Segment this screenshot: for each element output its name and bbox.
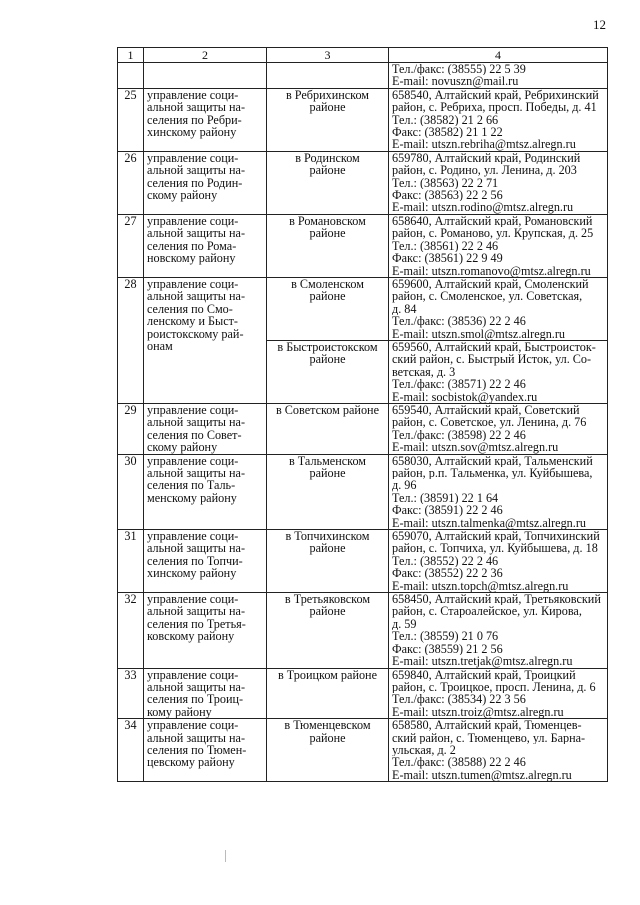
address-line: 658030, Алтайский край, Тальменский [392,454,593,467]
address-line: Тел./факс: (38571) 22 2 46 [392,378,526,391]
district-cell [267,214,389,277]
address-cell [389,593,608,668]
org-name-line: альной защиты на- [147,541,246,556]
district-line: в Троицком районе [278,667,377,682]
address-line: ветская, д. 3 [392,365,456,379]
address-line: район, с. Троицкое, просп. Ленина, д. 6 [392,680,596,694]
address-line: Тел./факс: (38555) 22 5 39 [392,63,526,76]
header-col-4: 4 [389,48,608,63]
table-row [118,530,608,593]
address-cell [389,214,608,277]
address-cell [389,530,608,593]
district-line: районе [309,541,346,556]
org-name-line: управление соци- [147,276,239,291]
org-name-line: ленскому и Быст- [147,314,238,329]
address-line: Тел.: (38559) 21 0 76 [392,630,499,643]
row-number-cell: 29 [118,403,144,454]
row-number-cell: 26 [118,151,144,214]
district-line: в Смоленском [291,276,364,291]
row-number-cell: 28 [118,277,144,403]
org-name-cell [144,454,267,529]
district-line: в Родинском [295,150,360,165]
org-name-line: селения по Смо- [147,301,233,316]
district-line: районе [309,730,346,745]
address-line: Факс: (38563) 22 2 56 [392,189,503,202]
address-line: район, р.п. Тальменка, ул. Куйбышева, [392,467,593,480]
address-line: Факс: (38591) 22 2 46 [392,504,503,517]
table-row [118,277,608,340]
header-col-3: 3 [267,48,389,63]
address-line: район, с. Смоленское, ул. Советская, [392,290,583,303]
address-cell [389,277,608,340]
address-cell [389,454,608,529]
address-line: ский район, с. Быстрый Исток, ул. Со- [392,353,592,366]
org-name-cell [144,88,267,151]
org-name-line: скому району [147,440,218,455]
table-row [118,151,608,214]
address-line: д. 84 [392,302,417,316]
org-name-line: селения по Родин- [147,175,243,190]
org-name-cell [144,277,267,403]
table-row-continuation [118,63,608,89]
address-line: E-mail: utszn.troiz@mtsz.alregn.ru [392,705,564,719]
address-line: Тел.: (38582) 21 2 66 [392,113,499,127]
org-name-line: селения по Ребри- [147,112,242,127]
row-number-cell: 32 [118,593,144,668]
org-name-line: альной защиты на- [147,604,246,619]
address-line: район, с. Родино, ул. Ленина, д. 203 [392,164,577,177]
address-line: E-mail: utszn.smol@mtsz.alregn.ru [392,327,566,340]
org-name-cell [144,530,267,593]
table-row [118,214,608,277]
table-row [118,454,608,529]
address-line: E-mail: utszn.sov@mtsz.alregn.ru [392,441,559,454]
org-name-line: селения по Топчи- [147,553,243,568]
org-name-line: управление соци- [147,402,239,417]
table-row [118,668,608,719]
address-line: ульская, д. 2 [392,743,456,757]
org-name-line: управление соци- [147,87,239,102]
district-cell [267,63,389,89]
address-line: 659840, Алтайский край, Троицкий [392,668,576,681]
org-name-cell [144,214,267,277]
address-line: Факс: (38561) 22 9 49 [392,252,503,265]
row-number-cell: 25 [118,88,144,151]
district-cell [267,151,389,214]
district-cell [267,454,389,529]
address-line: Тел.: (38552) 22 2 46 [392,554,499,568]
address-line: ский район, с. Тюменцево, ул. Барна- [392,731,586,744]
org-name-line: управление соци- [147,150,239,165]
row-number-cell [118,63,144,89]
address-line: район, с. Советское, ул. Ленина, д. 76 [392,416,587,429]
address-cell [389,63,608,89]
header-row [118,48,608,63]
district-cell [267,340,389,403]
district-line: в Тальменском [288,453,367,468]
address-cell [389,340,608,403]
row-number-cell: 27 [118,214,144,277]
district-line: в Быстроистокском [277,339,378,354]
district-line: в Советском районе [276,402,379,417]
org-name-line: управление соци- [147,667,239,682]
org-name-line: кому району [147,704,212,719]
district-line: в Топчихинском [285,529,370,544]
address-line: 658580, Алтайский край, Тюменцев- [392,719,582,732]
district-cell [267,668,389,719]
org-name-line: скому району [147,188,218,203]
address-line: 659540, Алтайский край, Советский [392,403,580,417]
org-name-line: селения по Троиц- [147,692,244,707]
org-name-cell [144,403,267,454]
address-line: район, с. Ребриха, просп. Победы, д. 41 [392,101,597,114]
address-line: E-mail: utszn.topch@mtsz.alregn.ru [392,579,569,593]
address-line: 658540, Алтайский край, Ребрихинский [392,88,599,102]
org-name-line: новскому району [147,251,236,266]
org-name-line: альной защиты на- [147,466,246,480]
org-name-line: селения по Рома- [147,238,237,253]
address-line: Тел./факс: (38588) 22 2 46 [392,756,526,769]
address-line: E-mail: utszn.tretjak@mtsz.alregn.ru [392,655,573,668]
table-row [118,403,608,454]
address-line: Тел./факс: (38534) 22 3 56 [392,693,526,706]
address-line: E-mail: utszn.rebriha@mtsz.alregn.ru [392,138,576,151]
district-line: в Романовском [289,213,366,228]
table-row [118,719,608,782]
address-line: E-mail: utszn.tumen@mtsz.alregn.ru [392,768,572,782]
address-line: Тел.: (38591) 22 1 64 [392,491,499,505]
address-line: Тел.: (38561) 22 2 46 [392,239,499,253]
address-line: Тел.: (38563) 22 2 71 [392,176,499,190]
row-number-cell: 33 [118,668,144,719]
org-name-line: роистокскому рай- [147,326,244,341]
address-line: 659780, Алтайский край, Родинский [392,151,581,165]
org-name-line: управление соци- [147,592,239,607]
address-line: 659070, Алтайский край, Топчихинский [392,530,600,543]
district-cell [267,277,389,340]
district-cell [267,593,389,668]
address-line: район, с. Топчиха, ул. Куйбышева, д. 18 [392,542,598,555]
header-col-1: 1 [118,48,144,63]
row-number-cell: 30 [118,454,144,529]
district-line: районе [309,466,346,480]
org-name-line: селения по Третья- [147,616,246,631]
org-name-line: цевскому району [147,755,235,770]
district-cell [267,88,389,151]
org-name-cell [144,151,267,214]
address-line: район, с. Староалейское, ул. Кирова, [392,605,582,618]
org-name-cell [144,593,267,668]
address-cell [389,88,608,151]
address-line: Факс: (38552) 22 2 36 [392,567,503,580]
district-cell [267,530,389,593]
org-name-line: альной защиты на- [147,226,246,241]
org-name-line: альной защиты на- [147,100,246,115]
address-line: 659600, Алтайский край, Смоленский [392,277,589,291]
org-name-line: менскому району [147,490,237,505]
district-line: районе [309,289,346,304]
org-name-line: селения по Таль- [147,478,236,493]
org-name-line: управление соци- [147,213,239,228]
org-name-line: ковскому району [147,629,235,644]
address-line: 658450, Алтайский край, Третьяковский [392,593,601,606]
address-line: д. 59 [392,617,417,631]
org-name-line: хинскому району [147,566,237,581]
address-line: д. 96 [392,479,417,492]
address-line: 658640, Алтайский край, Романовский [392,214,593,228]
row-number-cell: 31 [118,530,144,593]
address-cell [389,403,608,454]
district-line: в Ребрихинском [285,87,370,102]
address-line: Тел./факс: (38598) 22 2 46 [392,428,526,442]
address-line: Факс: (38559) 21 2 56 [392,642,503,656]
org-name-line: селения по Совет- [147,427,242,442]
offices-table [117,47,608,782]
address-line: Факс: (38582) 21 1 22 [392,126,503,139]
scan-mark [225,850,226,862]
address-line: E-mail: utszn.rodino@mtsz.alregn.ru [392,201,574,214]
org-name-cell [144,719,267,782]
table-row [118,88,608,151]
address-line: район, с. Романово, ул. Крупская, д. 25 [392,227,594,240]
address-line: E-mail: utszn.romanovo@mtsz.alregn.ru [392,264,591,277]
district-line: районе [309,604,346,619]
table-body [118,63,608,782]
address-line: E-mail: socbistok@yandex.ru [392,390,538,403]
address-line: 659560, Алтайский край, Быстроисток- [392,340,596,354]
district-line: районе [309,163,346,178]
page-number: 12 [593,17,606,32]
org-name-line: онам [147,338,173,353]
org-name-line: альной защиты на- [147,415,246,430]
district-line: районе [309,100,346,115]
org-name-line: хинскому району [147,125,237,140]
district-line: районе [309,226,346,241]
org-name-line: управление соци- [147,529,239,544]
row-number-cell: 34 [118,719,144,782]
org-name-line: селения по Тюмен- [147,742,247,757]
org-name-line: альной защиты на- [147,163,246,178]
address-cell [389,719,608,782]
org-name-line: альной защиты на- [147,679,246,694]
address-line: Тел./факс: (38536) 22 2 46 [392,315,526,328]
district-line: в Третьяковском [284,592,371,607]
org-name-cell [144,668,267,719]
address-cell [389,668,608,719]
address-line: E-mail: utszn.talmenka@mtsz.alregn.ru [392,516,586,530]
org-name-line: альной защиты на- [147,289,246,304]
address-line: E-mail: novuszn@mail.ru [392,75,519,88]
district-cell [267,719,389,782]
org-name-line: управление соци- [147,718,239,733]
org-name-line: альной защиты на- [147,730,246,745]
org-name-cell [144,63,267,89]
district-line: в Тюменцевском [284,718,371,733]
district-line: районе [309,352,346,367]
table-row [118,593,608,668]
district-cell [267,403,389,454]
org-name-line: управление соци- [147,453,239,468]
header-col-2: 2 [144,48,267,63]
address-cell [389,151,608,214]
